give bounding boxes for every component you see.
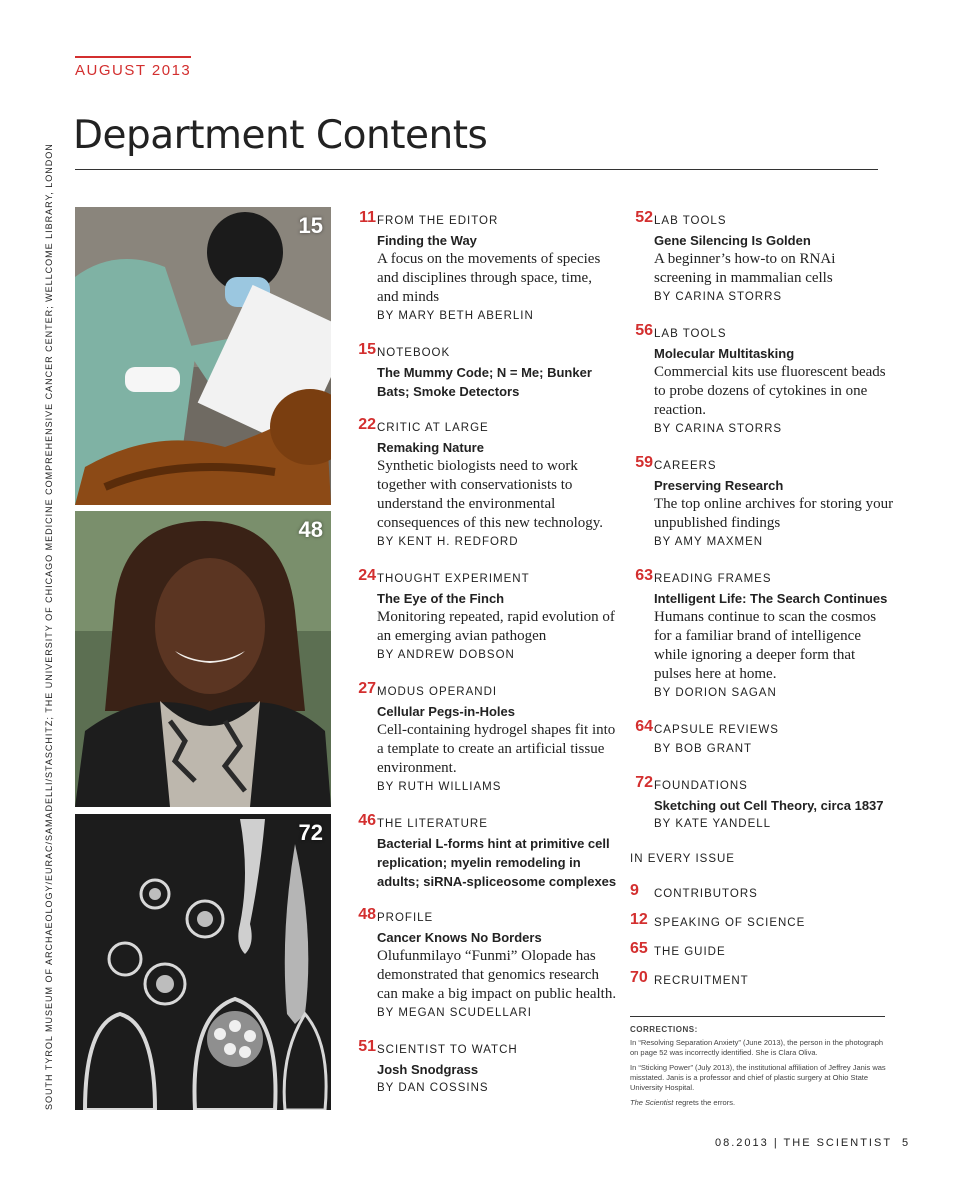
page-number: 15 bbox=[358, 341, 376, 358]
department-label: SCIENTIST TO WATCH bbox=[377, 1044, 518, 1056]
article-title: Intelligent Life: The Search Continues bbox=[654, 591, 888, 606]
every-issue-item[interactable] bbox=[630, 940, 880, 972]
photo-portrait bbox=[75, 511, 331, 807]
byline: BY BOB GRANT bbox=[654, 743, 753, 755]
corrections-label: CORRECTIONS: bbox=[630, 1025, 698, 1034]
issue-item-label: SPEAKING OF SCIENCE bbox=[654, 917, 806, 929]
closing-text: regrets the errors. bbox=[673, 1098, 736, 1107]
article-description: Humans continue to scan the cosmos for a familiar brand of intelligence while ignoring a deeper form that pulses here at home. bbox=[654, 609, 877, 682]
toc-entry[interactable] bbox=[358, 812, 617, 891]
page-number: 52 bbox=[635, 209, 653, 226]
issue-date: AUGUST 2013 bbox=[75, 62, 192, 79]
byline: BY DAN COSSINS bbox=[377, 1082, 489, 1094]
page-number: 24 bbox=[358, 567, 376, 584]
toc-entry[interactable] bbox=[635, 567, 894, 703]
department-label: CAREERS bbox=[654, 460, 717, 472]
toc-entry[interactable] bbox=[358, 680, 617, 797]
toc-entry[interactable] bbox=[635, 718, 894, 759]
department-label: CRITIC AT LARGE bbox=[377, 422, 489, 434]
byline: BY MEGAN SCUDELLARI bbox=[377, 1007, 532, 1019]
article-description: A beginner’s how-to on RNAi screening in mammalian cells bbox=[654, 251, 836, 286]
every-issue-item[interactable] bbox=[630, 969, 880, 1001]
photo-page-number: 15 bbox=[298, 213, 323, 238]
page-number: 63 bbox=[635, 567, 653, 584]
department-label: CAPSULE REVIEWS bbox=[654, 724, 779, 736]
page-title: Department Contents bbox=[73, 113, 488, 158]
byline: BY KATE YANDELL bbox=[654, 818, 772, 830]
every-issue-label: IN EVERY ISSUE bbox=[630, 853, 735, 865]
toc-entry[interactable] bbox=[635, 454, 894, 552]
header-accent-line bbox=[75, 56, 191, 58]
photo-mummy bbox=[75, 207, 331, 505]
page-number: 12 bbox=[630, 911, 648, 928]
publication-name: The Scientist bbox=[630, 1098, 674, 1107]
issue-item-label: THE GUIDE bbox=[654, 946, 726, 958]
page-number: 65 bbox=[630, 940, 648, 957]
article-description: Monitoring repeated, rapid evolution of an emerging avian pathogen bbox=[377, 609, 615, 644]
every-issue-section bbox=[630, 853, 880, 1001]
article-title: Sketching out Cell Theory, circa 1837 bbox=[654, 798, 884, 813]
toc-entry[interactable] bbox=[635, 774, 894, 834]
photo-credit: SOUTH TYROL MUSEUM OF ARCHAEOLOGY/EURAC/SAMADELLI/STASCHITZ; THE UNIVERSITY OF CHICAGO MEDICINE COMPREHENSIVE CANCER CENTER; WELLCOME LIBRARY, LONDON bbox=[44, 143, 54, 1110]
article-description: A focus on the movements of species and disciplines through space, time, and minds bbox=[377, 251, 601, 305]
toc-entry[interactable] bbox=[358, 416, 617, 552]
department-label: THOUGHT EXPERIMENT bbox=[377, 573, 530, 585]
contents-column-right bbox=[635, 209, 894, 852]
toc-entry[interactable] bbox=[358, 341, 617, 401]
article-description: The top online archives for storing your unpublished findings bbox=[654, 496, 894, 531]
department-label: READING FRAMES bbox=[654, 573, 772, 585]
department-label: LAB TOOLS bbox=[654, 328, 727, 340]
page-number: 72 bbox=[635, 774, 653, 791]
corrections-box bbox=[630, 1025, 886, 1113]
corrections-rule bbox=[630, 1016, 885, 1017]
page-footer: 08.2013 | THE SCIENTIST 5 bbox=[715, 1137, 911, 1149]
cell-drawings-illustration bbox=[75, 814, 331, 1110]
byline: BY CARINA STORRS bbox=[654, 291, 783, 303]
byline: BY AMY MAXMEN bbox=[654, 536, 764, 548]
article-title: The Mummy Code; N = Me; Bunker Bats; Smoke Detectors bbox=[377, 365, 592, 399]
article-title: Josh Snodgrass bbox=[377, 1062, 479, 1077]
photo-page-number: 72 bbox=[298, 820, 323, 845]
issue-item-label: CONTRIBUTORS bbox=[654, 888, 758, 900]
byline: BY ANDREW DOBSON bbox=[377, 649, 515, 661]
contents-column-left bbox=[358, 209, 617, 1116]
mummy-illustration bbox=[75, 207, 331, 505]
article-description: Olufunmilayo “Funmi” Olopade has demonstrated that genomics research can make a big impact on public health. bbox=[377, 948, 617, 1002]
article-description: Cell-containing hydrogel shapes fit into a template to create an artificial tissue environment. bbox=[377, 722, 616, 776]
portrait-illustration bbox=[75, 511, 331, 807]
toc-entry[interactable] bbox=[358, 906, 617, 1023]
article-description: Commercial kits use fluorescent beads to probe dozens of cytokines in one reaction. bbox=[654, 364, 886, 418]
page-number: 59 bbox=[635, 454, 653, 471]
article-description: Synthetic biologists need to work together with conservationists to understand the environmental consequences of this new technology. bbox=[377, 458, 604, 531]
byline: BY DORION SAGAN bbox=[654, 687, 777, 699]
article-title: Gene Silencing Is Golden bbox=[654, 233, 811, 248]
department-label: NOTEBOOK bbox=[377, 347, 451, 359]
correction-closing bbox=[630, 1098, 886, 1108]
article-title: Cancer Knows No Borders bbox=[377, 930, 542, 945]
title-rule bbox=[75, 169, 878, 170]
toc-entry[interactable] bbox=[359, 209, 617, 326]
every-issue-item[interactable] bbox=[630, 882, 880, 914]
photo-cell-drawings bbox=[75, 814, 331, 1110]
article-title: The Eye of the Finch bbox=[377, 591, 505, 606]
page-number: 70 bbox=[630, 969, 648, 986]
byline: BY CARINA STORRS bbox=[654, 423, 783, 435]
page-number: 51 bbox=[358, 1038, 376, 1055]
page-number: 22 bbox=[358, 416, 376, 433]
page-number: 11 bbox=[359, 209, 376, 226]
article-title: Finding the Way bbox=[377, 233, 477, 248]
department-label: PROFILE bbox=[377, 912, 434, 924]
toc-entry[interactable] bbox=[635, 322, 894, 439]
article-title: Molecular Multitasking bbox=[654, 346, 795, 361]
department-label: FROM THE EDITOR bbox=[377, 215, 499, 227]
photo-page-number: 48 bbox=[298, 517, 323, 542]
page-number: 46 bbox=[358, 812, 376, 829]
every-issue-item[interactable] bbox=[630, 911, 880, 943]
toc-entry[interactable] bbox=[635, 209, 894, 307]
issue-item-label: RECRUITMENT bbox=[654, 975, 749, 987]
department-label: FOUNDATIONS bbox=[654, 780, 748, 792]
department-label: LAB TOOLS bbox=[654, 215, 727, 227]
article-title: Bacterial L-forms hint at primitive cell replication; myelin remodeling in adults; siRNA-spliceosome complexes bbox=[377, 836, 617, 889]
correction-text: In “Sticking Power” (July 2013), the institutional affiliation of Jeffrey Janis was misstated. Janis is a professor and chief of plastic surgery at Ohio State University Hospital. bbox=[630, 1063, 886, 1092]
article-title: Remaking Nature bbox=[377, 440, 484, 455]
byline: BY RUTH WILLIAMS bbox=[377, 781, 502, 793]
page-number: 56 bbox=[635, 322, 653, 339]
department-label: MODUS OPERANDI bbox=[377, 686, 498, 698]
page-number: 9 bbox=[630, 882, 639, 899]
page-number: 27 bbox=[358, 680, 376, 697]
page-number: 64 bbox=[635, 718, 653, 735]
page-number: 48 bbox=[358, 906, 376, 923]
article-title: Cellular Pegs-in-Holes bbox=[377, 704, 515, 719]
department-label: THE LITERATURE bbox=[377, 818, 488, 830]
toc-entry[interactable] bbox=[358, 1038, 617, 1098]
article-title: Preserving Research bbox=[654, 478, 784, 493]
byline: BY MARY BETH ABERLIN bbox=[377, 310, 534, 322]
byline: BY KENT H. REDFORD bbox=[377, 536, 519, 548]
correction-text: In “Resolving Separation Anxiety” (June 2013), the person in the photograph on page 52 was incorrectly identified. She is Clara Oliva. bbox=[630, 1038, 884, 1057]
toc-entry[interactable] bbox=[358, 567, 617, 665]
